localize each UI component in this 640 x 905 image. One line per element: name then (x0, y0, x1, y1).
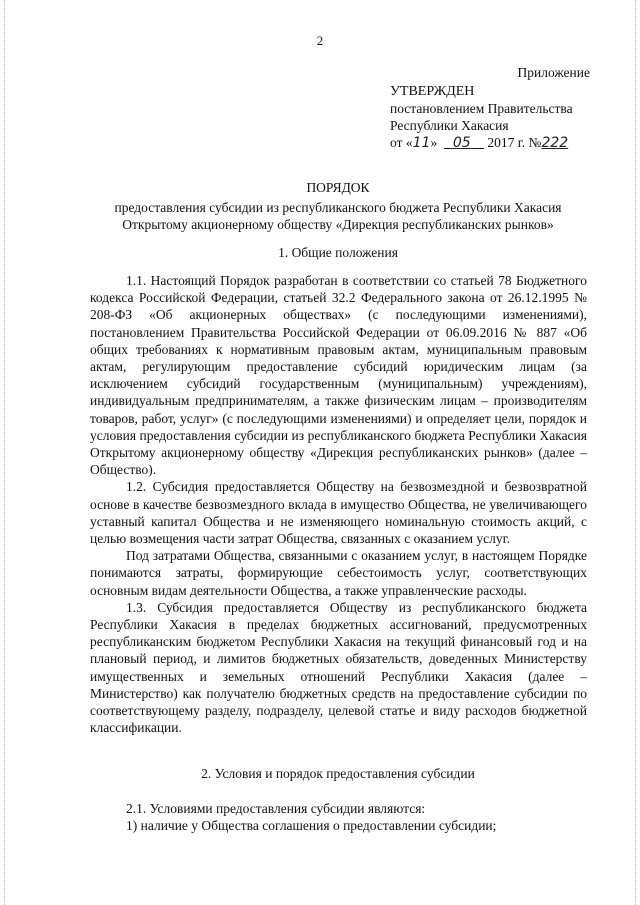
paragraph-2-1-item-1: 1) наличие у Общества соглашения о предоставлении субсидии; (126, 818, 497, 834)
section-2-body (90, 800, 587, 834)
paragraph-1-2-costs: Под затратами Общества, связанными с оказанием услуг, в настоящем Порядке понимаются затраты, формирующие себестоимость услуг, соответствующих основным видам деятельности Общества, а также управленческие расходы. (90, 548, 587, 598)
paragraph-1-1: 1.1. Настоящий Порядок разработан в соответствии со статьей 78 Бюджетного кодекса Российской Федерации, статьей 32.2 Федерального закона от 26.12.1995 № 208-ФЗ «Об акционерных обществах» (с последующими изменениями), постановлением Правительства Российской Федерации от 06.09.2016 № 887 «Об общих требованиях к нормативным правовым актам, муниципальным правовым актам, регулирующим предоставление субсидий юридическим лицам (за исключением субсидий государственным (муниципальным) учреждениям), индивидуальным предпринимателям, а также физическим лицам – производителям товаров, работ, услуг» (с последующими изменениями) и определяет цели, порядок и условия предоставления субсидии из республиканского бюджета Республики Хакасия Открытому акционерному обществу «Дирекция республиканских рынков» (далее – Общество). (90, 273, 587, 478)
right-page-edge (635, 0, 636, 905)
section-1-heading: 1. Общие положения (278, 245, 398, 260)
document-subtitle-line-1: предоставления субсидии из республиканского бюджета Республики Хакасия (114, 200, 562, 215)
approved-label: УТВЕРЖДЕН (390, 84, 475, 99)
document-subtitle-line-2: Открытому акционерному обществу «Дирекция республиканских рынков» (122, 217, 554, 232)
section-1-body (90, 272, 587, 736)
paragraph-2-1: 2.1. Условиями предоставления субсидии являются: (126, 801, 426, 816)
document-title: ПОРЯДОК (306, 180, 370, 195)
date-prefix: от « (390, 135, 413, 150)
approval-block (390, 64, 590, 152)
approval-date-line (390, 134, 590, 152)
section-2-heading: 2. Условия и порядок предоставления субсидии (201, 766, 475, 781)
document-title-block (100, 179, 576, 233)
handwritten-day: 11 (412, 135, 431, 151)
page-number: 2 (316, 33, 324, 48)
annex-label: Приложение (517, 65, 590, 80)
handwritten-month: 05 (452, 135, 471, 151)
approval-line-1: постановлением Правительства (390, 101, 573, 116)
left-page-edge (4, 0, 5, 905)
paragraph-1-2: 1.2. Субсидия предоставляется Обществу на безвозмездной и безвозвратной основе в качестве безвозмездного вклада в имущество Общества, не увеличивающего уставный капитал Общества и не изменяющего номинальную стоимость акций, с целью возмещения части затрат Общества, связанных с оказанием услуг. (90, 479, 587, 547)
handwritten-number: 222 (541, 135, 569, 151)
date-quote-close: » (430, 135, 438, 150)
year-number-label: 2017 г. № (487, 135, 542, 150)
approval-line-2: Республики Хакасия (390, 118, 509, 133)
paragraph-1-3: 1.3. Субсидия предоставляется Обществу из республиканского бюджета Республики Хакасия в пределах бюджетных ассигнований, предусмотренных республиканским бюджетом Республики Хакасия на текущий финансовый год и на плановый период, и лимитов бюджетных обязательств, доведенных Министерству имущественных и земельных отношений Республики Хакасия (далее – Министерство) как получателю бюджетных средств на предоставление субсидии по соответствующему разделу, подразделу, целевой статье и виду расходов бюджетной классификации. (90, 599, 587, 736)
